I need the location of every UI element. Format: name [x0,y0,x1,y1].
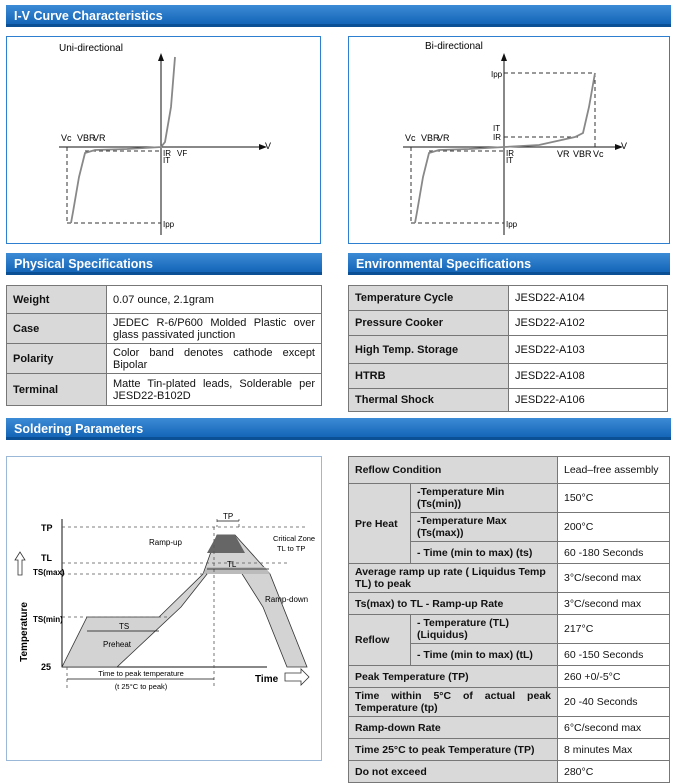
env-value: JESD22-A103 [509,336,668,364]
uni-ir: IR [163,149,171,158]
bi-vr2: VR [557,149,570,159]
reflow-profile-panel [6,456,322,761]
preheat-row-label: - Time (min to max) (ts) [411,542,558,564]
table-row [349,484,670,513]
reflow-profile-diagram [7,457,321,760]
table-row [349,286,668,311]
preheat-label: Pre Heat [349,484,411,564]
tsmax-label: TS(max) [33,568,65,577]
physical-label: Polarity [7,344,107,374]
bi-ipp: Ipp [506,220,518,229]
soldering-section-header: Soldering Parameters [6,418,671,440]
env-label: Pressure Cooker [349,311,509,336]
param-value: 8 minutes Max [558,739,670,761]
env-label: High Temp. Storage [349,336,509,364]
table-row [349,336,668,364]
table-row [7,314,322,344]
table-row [349,311,668,336]
reflow-condition-value: Lead–free assembly [558,457,670,484]
physical-section-header: Physical Specifications [6,253,322,275]
table-row [349,739,670,761]
uni-vbr: VBR [77,133,96,143]
reflow-row-label: - Time (min to max) (tL) [411,644,558,666]
critical-zone-label-2: TL to TP [277,544,306,553]
preheat-row-value: 200°C [558,513,670,542]
ts-to-tl-label: Ts(max) to TL - Ramp-up Rate [349,593,558,615]
bi-ir: IR [506,149,514,158]
bi-vc2: Vc [593,149,604,159]
tp-time-label: TP [223,512,234,521]
env-value: JESD22-A108 [509,364,668,389]
param-value: 20 -40 Seconds [558,688,670,717]
env-label: HTRB [349,364,509,389]
param-label: Ramp-down Rate [349,717,558,739]
reflow-row-value: 217°C [558,615,670,644]
table-row [349,593,670,615]
bi-title: Bi-directional [425,41,483,52]
env-value: JESD22-A104 [509,286,668,311]
ramp-up-label: Ramp-up [149,538,182,547]
reflow-label: Reflow [349,615,411,666]
table-row [349,761,670,783]
table-row [349,364,668,389]
physical-label: Terminal [7,374,107,406]
bi-ir-top: IR [493,133,501,142]
environmental-table [348,285,668,412]
iv-bi-panel [348,36,670,244]
bi-it-top: IT [493,124,501,133]
param-value: 6°C/second max [558,717,670,739]
param-label: Time 25°C to peak Temperature (TP) [349,739,558,761]
bi-vbr: VBR [421,133,440,143]
soldering-table [348,456,670,783]
bi-vc: Vc [405,133,416,143]
table-row [349,717,670,739]
time-to-peak-label-2: (t 25°C to peak) [114,682,168,691]
iv-uni-panel [6,36,321,244]
uni-ipp: Ipp [163,220,175,229]
reflow-row-value: 60 -150 Seconds [558,644,670,666]
reflow-condition-label: Reflow Condition [349,457,558,484]
ts-time-label: TS [119,622,130,631]
uni-vc: Vc [61,133,72,143]
bi-ipp-top: Ipp [491,70,503,79]
temperature-axis-label: Temperature [19,602,30,662]
table-row [349,564,670,593]
uni-vf: VF [177,149,188,158]
env-value: JESD22-A102 [509,311,668,336]
physical-label: Weight [7,286,107,314]
physical-value: Matte Tin-plated leads, Solderable per JESD22-B102D [107,374,322,406]
ramp-down-label: Ramp-down [265,595,309,604]
avg-ramp-value: 3°C/second max [558,564,670,593]
iv-uni-diagram [7,37,320,243]
physical-value: Color band denotes cathode except Bipolar [107,344,322,374]
tl-time-label: TL [227,560,237,569]
uni-it: IT [163,156,171,165]
uni-title: Uni-directional [59,43,123,54]
iv-section-header: I-V Curve Characteristics [6,5,671,27]
reflow-row-label: - Temperature (TL) (Liquidus) [411,615,558,644]
table-row [349,457,670,484]
param-value: 280°C [558,761,670,783]
preheat-row-label: -Temperature Max (Ts(max)) [411,513,558,542]
preheat-row-value: 150°C [558,484,670,513]
uni-vr: VR [93,133,106,143]
env-value: JESD22-A106 [509,389,668,412]
table-row [7,374,322,406]
preheat-row-label: -Temperature Min (Ts(min)) [411,484,558,513]
physical-value: JEDEC R-6/P600 Molded Plastic over glass passivated junction [107,314,322,344]
iv-bi-diagram [349,37,669,243]
time-axis-label: Time [255,674,279,685]
env-label: Temperature Cycle [349,286,509,311]
preheat-row-value: 60 -180 Seconds [558,542,670,564]
environmental-section-header: Environmental Specifications [348,253,670,275]
ts-to-tl-value: 3°C/second max [558,593,670,615]
table-row [349,389,668,412]
time-to-peak-label: Time to peak temperature [98,669,184,678]
table-row [349,615,670,644]
param-value: 260 +0/-5°C [558,666,670,688]
table-row [349,688,670,717]
param-label: Do not exceed [349,761,558,783]
bi-v: V [621,141,628,151]
tl-label: TL [41,553,52,563]
table-row [349,666,670,688]
avg-ramp-label: Average ramp up rate ( Liquidus Temp TL) to peak [349,564,558,593]
physical-value: 0.07 ounce, 2.1gram [107,286,322,314]
critical-zone-label: Critical Zone [273,534,316,543]
uni-v: V [265,141,272,151]
bi-vbr2: VBR [573,149,592,159]
bi-it: IT [506,156,514,165]
tsmin-label: TS(min) [33,615,63,624]
t25-label: 25 [41,662,52,672]
table-row [7,286,322,314]
env-label: Thermal Shock [349,389,509,412]
bi-vr: VR [437,133,450,143]
param-label: Peak Temperature (TP) [349,666,558,688]
preheat-label: Preheat [103,640,132,649]
param-label: Time within 5°C of actual peak Temperature (tp) [349,688,558,717]
physical-table [6,285,322,406]
physical-label: Case [7,314,107,344]
table-row [7,344,322,374]
tp-label: TP [41,523,53,533]
